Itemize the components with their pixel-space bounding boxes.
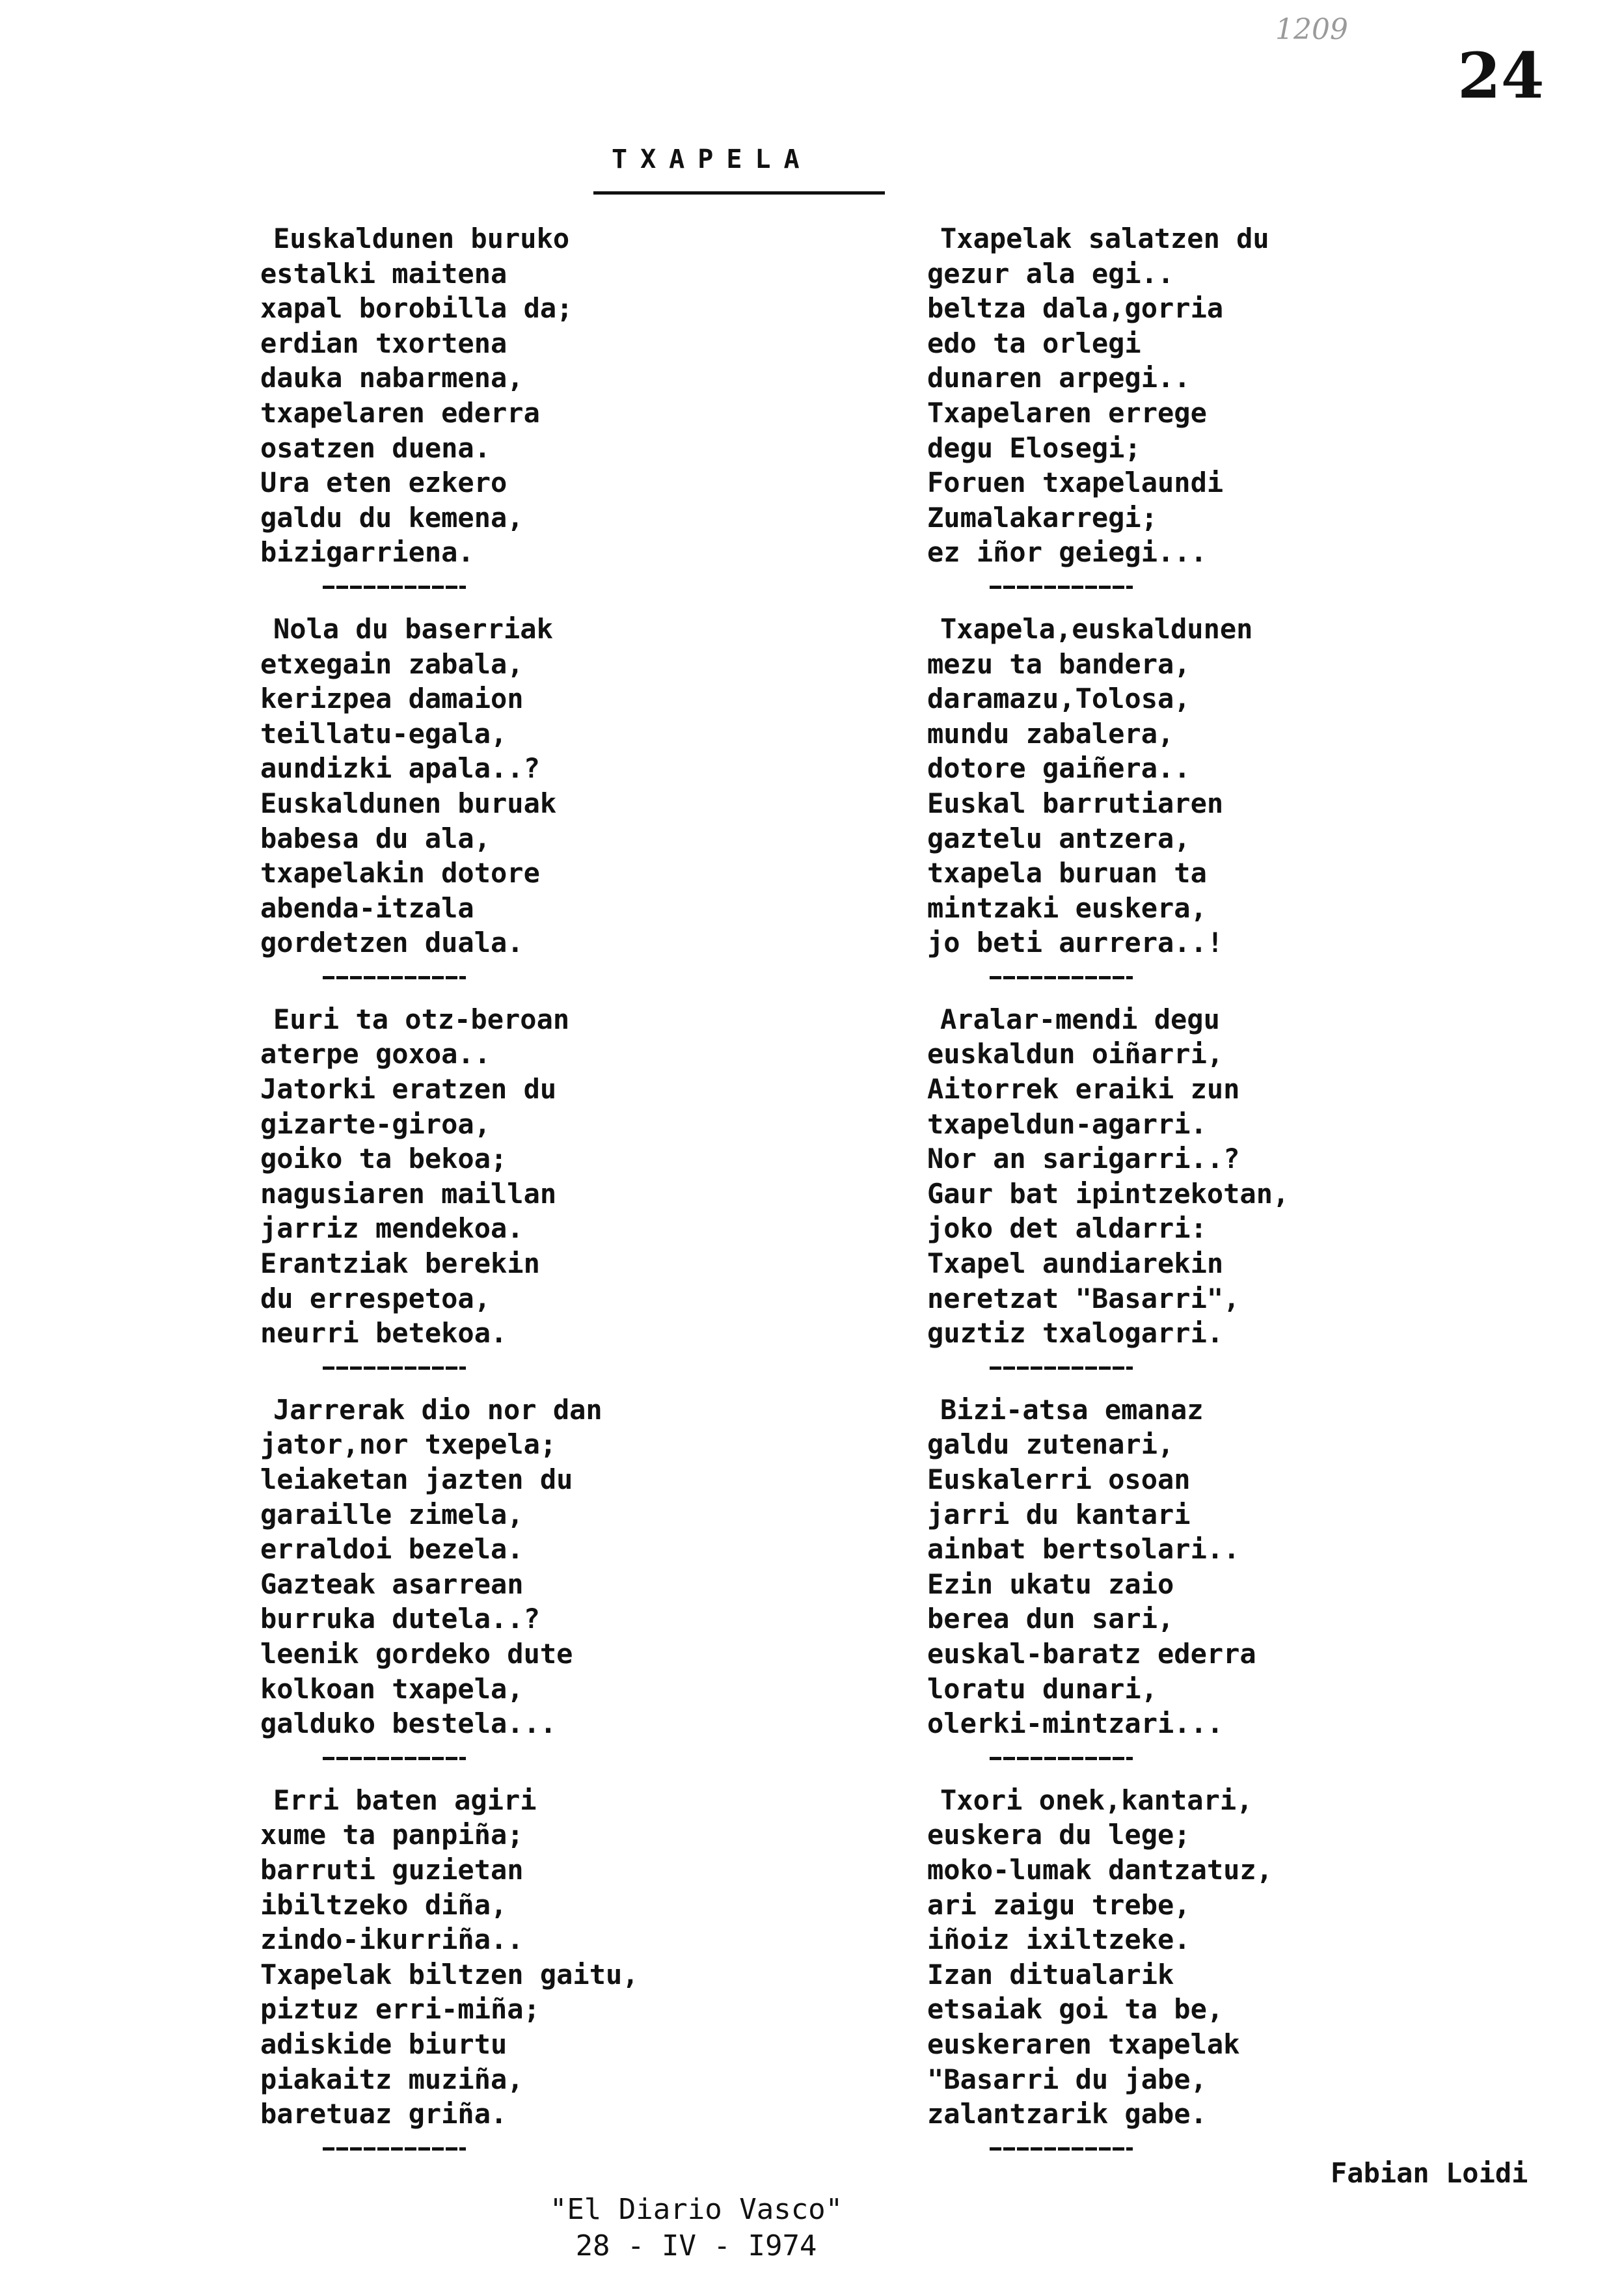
verse-line: ainbat bertsolari.. bbox=[927, 1533, 1240, 1566]
stanza-divider bbox=[927, 1351, 1578, 1392]
verse-line: garaille zimela, bbox=[260, 1498, 524, 1530]
verse-line: daramazu,Tolosa, bbox=[927, 683, 1191, 715]
verse-line: Txapelak salatzen du bbox=[940, 223, 1269, 254]
verse-line: Txapelak biltzen gaitu, bbox=[260, 1958, 639, 1990]
pencil-annotation: 1209 bbox=[1275, 13, 1348, 46]
stanza-divider bbox=[260, 960, 911, 1002]
verse-line: galdu du kemena, bbox=[260, 501, 524, 534]
verse-line: Aralar-mendi degu bbox=[940, 1003, 1220, 1035]
verse-line: gaztelu antzera, bbox=[927, 822, 1191, 854]
verse-line: burruka dutela..? bbox=[260, 1603, 540, 1635]
verse-line: mezu ta bandera, bbox=[927, 647, 1191, 680]
verse-line: xapal borobilla da; bbox=[260, 292, 573, 325]
verse-line: kolkoan txapela, bbox=[260, 1672, 524, 1705]
verse-line: barruti guzietan bbox=[260, 1853, 524, 1886]
stanza-divider bbox=[927, 1741, 1578, 1783]
author-signature: Fabian Loidi bbox=[1331, 2157, 1528, 2189]
stanza-divider bbox=[260, 1741, 911, 1783]
stanza bbox=[260, 612, 911, 960]
verse-line: erraldoi bezela. bbox=[260, 1533, 524, 1566]
verse-line: gezur ala egi.. bbox=[927, 257, 1174, 290]
stanza bbox=[927, 221, 1578, 570]
verse-line: Txapelaren errege bbox=[927, 396, 1207, 429]
stanza bbox=[260, 221, 911, 570]
poem-column-right bbox=[927, 221, 1578, 2173]
verse-line: osatzen duena. bbox=[260, 431, 491, 464]
verse-line: Euskaldunen buruko bbox=[273, 223, 570, 254]
verse-line: Euskaldunen buruak bbox=[260, 787, 557, 819]
verse-line: jator,nor txepela; bbox=[260, 1428, 557, 1461]
verse-line: joko det aldarri: bbox=[927, 1212, 1207, 1245]
source-date: 28 - IV - I974 bbox=[575, 2229, 817, 2262]
verse-line: estalki maitena bbox=[260, 257, 508, 290]
stanza bbox=[260, 1002, 911, 1351]
verse-line: abenda-itzala bbox=[260, 891, 474, 924]
verse-line: nagusiaren maillan bbox=[260, 1177, 557, 1210]
verse-line: dunaren arpegi.. bbox=[927, 362, 1191, 394]
verse-line: ez iñor geiegi... bbox=[927, 536, 1207, 569]
verse-line: Jarrerak dio nor dan bbox=[273, 1393, 602, 1426]
verse-line: dotore gaiñera.. bbox=[927, 752, 1191, 785]
verse-line: piakaitz muziña, bbox=[260, 2063, 524, 2095]
verse-line: Euskalerri osoan bbox=[927, 1463, 1191, 1495]
verse-line: mundu zabalera, bbox=[927, 717, 1174, 750]
verse-line: du errespetoa, bbox=[260, 1282, 491, 1314]
verse-line: euskeraren txapelak bbox=[927, 2028, 1240, 2060]
poem-title: TXAPELA bbox=[612, 144, 813, 174]
stanza-divider bbox=[260, 570, 911, 612]
verse-line: loratu dunari, bbox=[927, 1672, 1158, 1705]
verse-line: Jatorki eratzen du bbox=[260, 1073, 557, 1106]
verse-line: Gaur bat ipintzekotan, bbox=[927, 1177, 1290, 1210]
verse-line: etxegain zabala, bbox=[260, 647, 524, 680]
verse-line: edo ta orlegi bbox=[927, 327, 1141, 359]
verse-line: neretzat "Basarri", bbox=[927, 1282, 1240, 1314]
verse-line: bizigarriena. bbox=[260, 536, 474, 569]
verse-line: gordetzen duala. bbox=[260, 927, 524, 959]
verse-line: Bizi-atsa emanaz bbox=[940, 1393, 1204, 1426]
verse-line: babesa du ala, bbox=[260, 822, 491, 854]
verse-line: "Basarri du jabe, bbox=[927, 2063, 1207, 2095]
verse-line: berea dun sari, bbox=[927, 1603, 1174, 1635]
stanza bbox=[927, 1783, 1578, 2132]
verse-line: jarriz mendekoa. bbox=[260, 1212, 524, 1245]
verse-line: mintzaki euskera, bbox=[927, 891, 1207, 924]
verse-line: Ezin ukatu zaio bbox=[927, 1568, 1174, 1600]
verse-line: zindo-ikurriña.. bbox=[260, 1923, 524, 1956]
verse-line: euskera du lege; bbox=[927, 1819, 1191, 1851]
verse-line: aterpe goxoa.. bbox=[260, 1038, 491, 1070]
verse-line: Txapel aundiarekin bbox=[927, 1247, 1224, 1280]
stanza-divider bbox=[260, 1351, 911, 1392]
verse-line: beltza dala,gorria bbox=[927, 292, 1224, 325]
title-underline bbox=[593, 191, 885, 195]
verse-line: kerizpea damaion bbox=[260, 683, 524, 715]
page-number: 24 bbox=[1457, 39, 1545, 113]
verse-line: zalantzarik gabe. bbox=[927, 2098, 1207, 2130]
verse-line: adiskide biurtu bbox=[260, 2028, 508, 2060]
verse-line: Foruen txapelaundi bbox=[927, 467, 1224, 499]
publication-source bbox=[521, 2192, 872, 2264]
verse-line: euskal-baratz ederra bbox=[927, 1637, 1256, 1670]
stanza-divider bbox=[927, 960, 1578, 1002]
verse-line: Ura eten ezkero bbox=[260, 467, 508, 499]
stanza bbox=[260, 1783, 911, 2132]
verse-line: moko-lumak dantzatuz, bbox=[927, 1853, 1273, 1886]
stanza bbox=[927, 1392, 1578, 1741]
stanza bbox=[927, 1002, 1578, 1351]
verse-line: Izan ditualarik bbox=[927, 1958, 1174, 1990]
verse-line: txapelakin dotore bbox=[260, 857, 540, 890]
verse-line: neurri betekoa. bbox=[260, 1317, 508, 1350]
verse-line: Gazteak asarrean bbox=[260, 1568, 524, 1600]
verse-line: galduko bestela... bbox=[260, 1707, 557, 1740]
verse-line: galdu zutenari, bbox=[927, 1428, 1174, 1461]
verse-line: iñoiz ixiltzeke. bbox=[927, 1923, 1191, 1956]
verse-line: aundizki apala..? bbox=[260, 752, 540, 785]
verse-line: guztiz txalogarri. bbox=[927, 1317, 1224, 1350]
verse-line: leiaketan jazten du bbox=[260, 1463, 573, 1495]
verse-line: leenik gordeko dute bbox=[260, 1637, 573, 1670]
verse-line: txapeldun-agarri. bbox=[927, 1107, 1207, 1140]
verse-line: olerki-mintzari... bbox=[927, 1707, 1224, 1740]
stanza-divider bbox=[260, 2132, 911, 2173]
verse-line: Txori onek,kantari, bbox=[940, 1784, 1253, 1816]
verse-line: Nor an sarigarri..? bbox=[927, 1143, 1240, 1175]
verse-line: txapelaren ederra bbox=[260, 396, 540, 429]
verse-line: Txapela,euskaldunen bbox=[940, 612, 1253, 645]
verse-line: ibiltzeko diña, bbox=[260, 1888, 508, 1921]
verse-line: xume ta panpiña; bbox=[260, 1819, 524, 1851]
verse-line: Aitorrek eraiki zun bbox=[927, 1073, 1240, 1106]
stanza-divider bbox=[927, 570, 1578, 612]
verse-line: Euri ta otz-beroan bbox=[273, 1003, 570, 1035]
verse-line: teillatu-egala, bbox=[260, 717, 508, 750]
verse-line: degu Elosegi; bbox=[927, 431, 1141, 464]
verse-line: Erri baten agiri bbox=[273, 1784, 537, 1816]
verse-line: Erantziak berekin bbox=[260, 1247, 540, 1280]
verse-line: euskaldun oiñarri, bbox=[927, 1038, 1224, 1070]
verse-line: ari zaigu trebe, bbox=[927, 1888, 1191, 1921]
stanza bbox=[260, 1392, 911, 1741]
verse-line: goiko ta bekoa; bbox=[260, 1143, 508, 1175]
verse-line: Euskal barrutiaren bbox=[927, 787, 1224, 819]
stanza bbox=[927, 612, 1578, 960]
verse-line: etsaiak goi ta be, bbox=[927, 1993, 1224, 2026]
verse-line: dauka nabarmena, bbox=[260, 362, 524, 394]
verse-line: jo beti aurrera..! bbox=[927, 927, 1224, 959]
verse-line: baretuaz griña. bbox=[260, 2098, 508, 2130]
verse-line: gizarte-giroa, bbox=[260, 1107, 491, 1140]
verse-line: jarri du kantari bbox=[927, 1498, 1191, 1530]
source-name: "El Diario Vasco" bbox=[549, 2193, 843, 2226]
verse-line: erdian txortena bbox=[260, 327, 508, 359]
poem-column-left bbox=[260, 221, 911, 2173]
verse-line: txapela buruan ta bbox=[927, 857, 1207, 890]
verse-line: Zumalakarregi; bbox=[927, 501, 1158, 534]
verse-line: piztuz erri-miña; bbox=[260, 1993, 540, 2026]
verse-line: Nola du baserriak bbox=[273, 612, 553, 645]
